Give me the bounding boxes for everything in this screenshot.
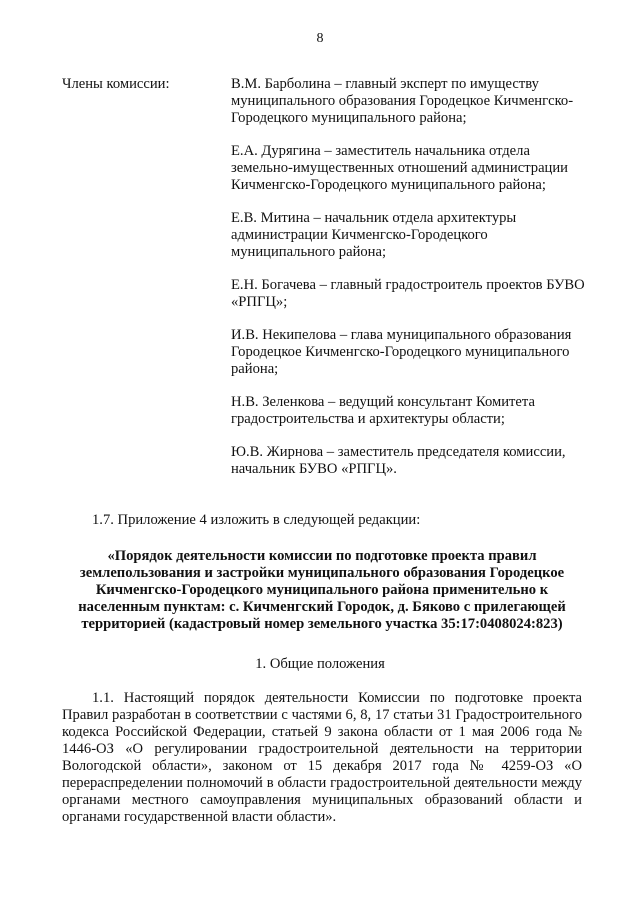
member-entry: Н.В. Зеленкова – ведущий консультант Комитета градостроительства и архитектуры области; (231, 394, 535, 427)
member-entry: Ю.В. Жирнова – заместитель председателя комиссии, начальник БУВО «РПГЦ». (231, 444, 566, 477)
member-entry: В.М. Барболина – главный эксперт по имуществу муниципального образования Городецкое Кичменгско-Городецкого муниципального района; (231, 76, 574, 126)
members-label: Члены комиссии: (62, 76, 170, 92)
member-entry: Е.В. Митина – начальник отдела архитектуры администрации Кичменгско-Городецкого муниципального района; (231, 210, 517, 260)
paragraph-1-1: 1.1. Настоящий порядок деятельности Комиссии по подготовке проекта Правил разработан в соответствии с частями 6, 8, 17 статьи 31 Градостроительного кодекса Российской Федерации, статьей 9 закона области от 1 мая 2006 года № 1446-ОЗ «О регулировании градостроительной деятельности на территории Вологодской области», законом от 15 декабря 2017 года № 4259-ОЗ «О перераспределении полномочий в области градостроительной деятельности между органами местного самоуправления муниципальных образований области и органами государственной власти области». (62, 690, 582, 825)
document-title: «Порядок деятельности комиссии по подготовке проекта правил землепользования и застройки муниципального образования Городецкое Кичменгско-Городецкого муниципального района применительно к населенным пунктам: с. Кичменгский Городок, д. Бяково с прилегающей территорией (кадастровый номер земельного участка 35:17:0408024:823) (78, 548, 566, 632)
members-list (231, 76, 591, 494)
member-entry: Е.А. Дурягина – заместитель начальника отдела земельно-имущественных отношений администрации Кичменгско-Городецкого муниципального района; (231, 143, 568, 193)
section-heading: 1. Общие положения (255, 656, 385, 672)
item-1-7: 1.7. Приложение 4 изложить в следующей редакции: (92, 512, 421, 528)
page-number: 8 (316, 31, 324, 46)
member-entry: Е.Н. Богачева – главный градостроитель проектов БУВО «РПГЦ»; (231, 277, 585, 310)
member-entry: И.В. Некипелова – глава муниципального образования Городецкое Кичменгско-Городецкого муниципального района; (231, 327, 572, 377)
